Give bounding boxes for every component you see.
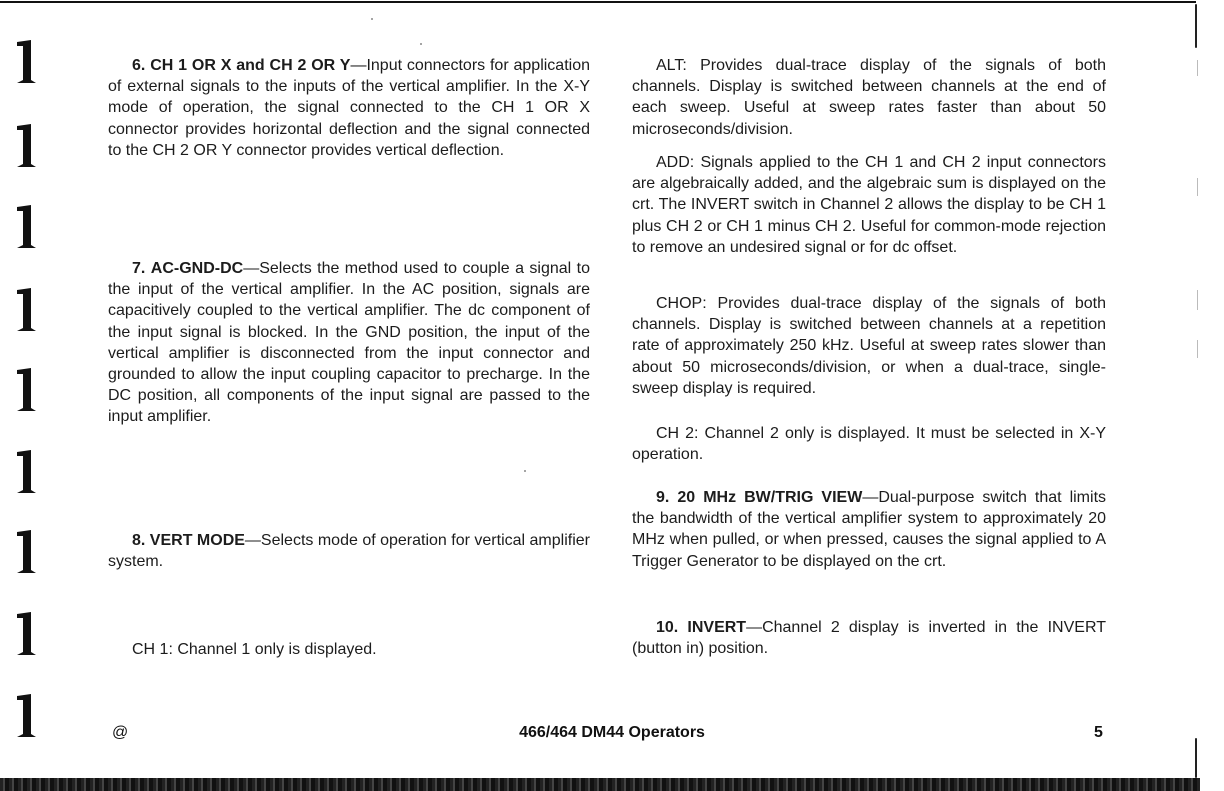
ch2-paragraph	[632, 423, 1106, 465]
speck	[524, 470, 526, 472]
binding-ring-icon	[14, 612, 38, 656]
item-8-body: —Selects mode of operation for vertical amplifier system.	[108, 532, 590, 571]
page-edge-top	[1195, 4, 1197, 48]
item-8-number: 8.	[132, 532, 146, 549]
binding-ring-icon	[14, 205, 38, 249]
alt-paragraph	[632, 55, 1106, 140]
alt-text: ALT: Provides dual-trace display of the signals of both channels. Display is switched between channels at the end of each sweep. Useful at sweep rates faster than about 50 microseconds/division.	[632, 57, 1106, 138]
item-7-title: AC-GND-DC	[150, 260, 244, 277]
item-6-title: CH 1 OR X and CH 2 OR Y	[150, 57, 351, 74]
speck	[371, 18, 373, 20]
edge-tick	[1197, 178, 1198, 196]
footer-title: 466/464 DM44 Operators	[519, 724, 705, 741]
item-7-paragraph	[108, 258, 590, 428]
binding-ring-icon	[14, 40, 38, 84]
binding-ring-icon	[14, 124, 38, 168]
item-9-number: 9.	[656, 489, 670, 506]
page-edge-bottom	[1195, 738, 1197, 778]
item-10-paragraph	[632, 617, 1106, 659]
item-7-body: —Selects the method used to couple a signal to the input of the vertical amplifier. In the AC position, signals are capacitively coupled to the vertical amplifier. The dc component of the input signal is blocked. In the GND position, the input of the vertical amplifier is disconnected from the input connector and grounded to allow the input coupling capacitor to precharge. In the DC position, all components of the input signal are passed to the input amplifier.	[108, 260, 590, 426]
bottom-page-edge	[0, 778, 1200, 791]
add-paragraph	[632, 152, 1106, 258]
binding-ring-icon	[14, 450, 38, 494]
item-6-body: —Input connectors for application of external signals to the inputs of the vertical amplifier. In the X-Y mode of operation, the signal connected to the CH 1 OR X connector provides horizontal deflection and the signal connected to the CH 2 OR Y connector provides vertical deflection.	[108, 57, 591, 159]
item-9-paragraph	[632, 487, 1106, 572]
edge-tick	[1197, 290, 1198, 310]
top-rule	[0, 1, 1196, 3]
binding-ring-icon	[14, 288, 38, 332]
item-10-title: INVERT	[687, 619, 747, 636]
add-text: ADD: Signals applied to the CH 1 and CH 2 input connectors are algebraically added, and the algebraic sum is displayed on the crt. The INVERT switch in Channel 2 allows the display to be CH 1 plus CH 2 or CH 1 minus CH 2. Useful for common-mode rejection to remove an undesired signal or for dc offset.	[632, 154, 1106, 256]
item-10-body: —Channel 2 display is inverted in the INVERT (button in) position.	[632, 619, 1106, 658]
footer-mark: @	[112, 724, 129, 741]
ch1-paragraph	[108, 639, 590, 660]
chop-paragraph	[632, 293, 1106, 399]
item-8-title: VERT MODE	[149, 532, 245, 549]
speck	[420, 43, 422, 45]
item-9-title: 20 MHz BW/TRIG VIEW	[677, 489, 863, 506]
chop-text: CHOP: Provides dual-trace display of the signals of both channels. Display is switched between channels at a repetition rate of approximately 250 kHz. Useful at sweep rates slower than about 50 microseconds/division, or when a dual-trace, single-sweep display is required.	[632, 295, 1106, 397]
item-7-number: 7.	[132, 260, 146, 277]
page-number: 5	[1094, 724, 1103, 741]
binding-ring-icon	[14, 368, 38, 412]
item-8-paragraph	[108, 530, 590, 572]
ch1-text: CH 1: Channel 1 only is displayed.	[132, 641, 377, 658]
ch2-text: CH 2: Channel 2 only is displayed. It must be selected in X-Y operation.	[632, 425, 1106, 464]
item-6-paragraph	[108, 55, 590, 161]
item-6-number: 6.	[132, 57, 146, 74]
item-9-body: —Dual-purpose switch that limits the bandwidth of the vertical amplifier system to approximately 20 MHz when pulled, or when pressed, causes the signal applied to A Trigger Generator to be displayed on the crt.	[632, 489, 1107, 570]
binding-ring-icon	[14, 530, 38, 574]
edge-tick	[1197, 340, 1198, 358]
edge-tick	[1197, 60, 1198, 76]
item-10-number: 10.	[656, 619, 679, 636]
